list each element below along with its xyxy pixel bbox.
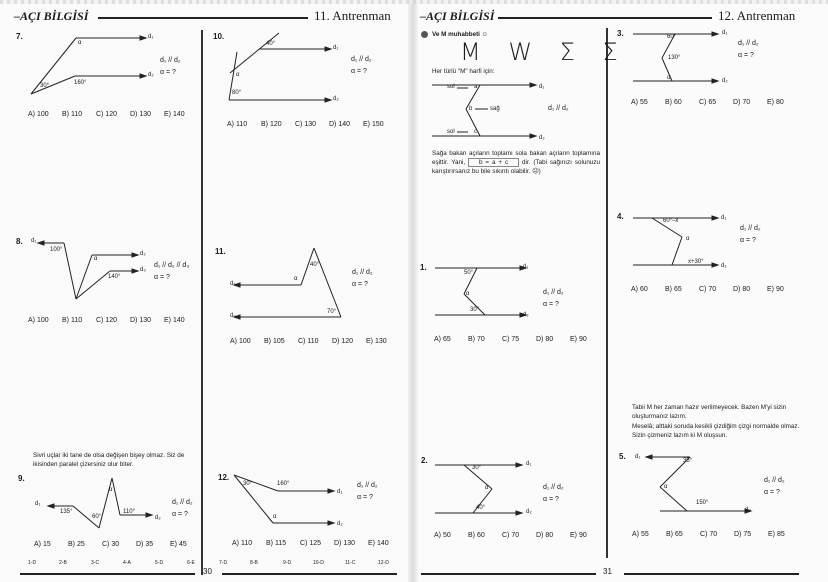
line-label: d₂ <box>722 78 728 84</box>
line-label: d₁ <box>721 215 727 221</box>
question-ask: α = ? <box>172 511 188 518</box>
question-number: 7. <box>16 32 23 41</box>
parallel-condition: d₁ // d₂ <box>543 289 564 296</box>
rule-text-part: Sağa bakan açıların toplamı sola bakan açıların toplamına eşittir. Yani, <box>432 150 600 166</box>
line-label: d₁ <box>539 84 545 90</box>
answer-key-item: 12-D <box>378 560 389 566</box>
page-number: 30 <box>203 567 212 576</box>
answer-key-item: 7-D <box>219 560 228 566</box>
practice-title: 12. Antrenman <box>718 8 796 23</box>
line-label: d₂ <box>337 521 343 527</box>
page-number: 31 <box>603 567 612 576</box>
choice-d[interactable]: D) 80 <box>733 286 751 293</box>
angle-label: 50° <box>464 270 474 276</box>
angle-label: α <box>78 40 82 46</box>
angle-label: α <box>294 276 298 282</box>
line-label: d₂ <box>148 72 154 78</box>
question-ask: α = ? <box>764 489 780 496</box>
choice-c[interactable]: C) 70 <box>699 286 717 293</box>
angle-label: 110° <box>123 509 135 515</box>
angle-label: 100° <box>50 247 63 253</box>
answer-choices <box>434 532 587 539</box>
line-label: d₂ <box>230 313 236 319</box>
choice-a[interactable]: A) 100 <box>230 338 251 345</box>
line-label: d₁ <box>148 34 154 40</box>
given-condition <box>172 497 193 521</box>
choice-e[interactable]: E) 150 <box>363 121 384 128</box>
question-ask: α = ? <box>357 494 373 501</box>
answer-key-item: 1-D <box>28 560 37 566</box>
choice-a[interactable]: A) 100 <box>28 317 49 324</box>
given-condition <box>738 38 759 62</box>
choice-d[interactable]: D) 140 <box>329 121 351 128</box>
question-number: 9. <box>18 474 25 483</box>
choice-b[interactable]: B) 65 <box>666 531 683 538</box>
line-label: d₁ <box>526 461 532 467</box>
parallel-condition: d₁ // d₂ <box>172 499 193 506</box>
question-ask: α = ? <box>352 281 368 288</box>
choice-b[interactable]: B) 115 <box>266 540 287 547</box>
question-number: 4. <box>617 212 624 221</box>
footer-rule <box>222 573 397 575</box>
direction-label-right: sağ <box>490 106 500 112</box>
parallel-condition: d₁ // d₂ <box>740 225 761 232</box>
given-condition <box>740 223 761 247</box>
line-label: d₁ <box>635 454 641 460</box>
choice-d[interactable]: D) 130 <box>130 317 152 324</box>
line-label: d₂ <box>526 509 532 515</box>
choice-e[interactable]: E) 130 <box>366 338 387 345</box>
given-condition <box>543 287 564 311</box>
angle-label: 30° <box>470 307 480 313</box>
angle-label: α <box>94 256 98 262</box>
angle-label: α <box>686 236 690 242</box>
practice-title: 11. Antrenman <box>314 8 391 23</box>
question-ask: α = ? <box>351 68 367 75</box>
given-condition <box>154 260 189 284</box>
direction-label-left: sol <box>447 129 455 135</box>
hint-text: Sivri uçlar iki tane de olsa değişen bişey olmaz. Siz de ikisinden paralel çizersiniz olur biter. <box>33 452 185 468</box>
answer-key-item: 5-D <box>155 560 164 566</box>
angle-label: 70° <box>327 309 337 315</box>
hint-text: Tabii M her zaman hazır verilmeyecek. Bazen M'yi sizin oluşturmanız lazım. <box>632 404 787 420</box>
angle-label: α <box>664 484 668 490</box>
line-label: d₂ <box>155 515 161 521</box>
choice-d[interactable]: D) 70 <box>733 99 751 106</box>
answer-key-item: 8-B <box>250 560 258 566</box>
rule-text <box>432 149 600 176</box>
answer-key-item: 3-C <box>91 560 100 566</box>
angle-label: α <box>667 75 671 81</box>
answer-choices <box>28 111 185 118</box>
angle-label: c <box>474 129 477 135</box>
given-condition <box>351 54 372 78</box>
choice-e[interactable]: E) 140 <box>164 111 185 118</box>
angle-label: 60° <box>667 34 677 40</box>
choice-e[interactable]: E) 85 <box>768 531 785 538</box>
choice-a[interactable]: A) 110 <box>232 540 253 547</box>
question-number: 1. <box>420 263 427 272</box>
choice-b[interactable]: B) 65 <box>665 286 682 293</box>
choice-c[interactable]: C) 120 <box>96 111 118 118</box>
answer-choices <box>227 121 384 128</box>
choice-c[interactable]: C) 130 <box>295 121 317 128</box>
choice-e[interactable]: E) 90 <box>767 286 784 293</box>
question-number: 3. <box>617 29 624 38</box>
answer-choices <box>230 338 387 345</box>
m-letters: M W Ʃ Σ <box>460 38 628 66</box>
angle-label: 130° <box>668 55 681 61</box>
choice-a[interactable]: A) 100 <box>28 111 49 118</box>
line-label: d₁ <box>333 45 339 51</box>
question-ask: α = ? <box>738 52 754 59</box>
angle-label: 30° <box>243 481 253 487</box>
choice-b[interactable]: B) 60 <box>468 532 485 539</box>
choice-c[interactable]: C) 75 <box>502 336 520 343</box>
line-label: d₁ <box>35 501 41 507</box>
header-rule <box>98 17 308 19</box>
column-divider <box>606 28 608 558</box>
question-ask: α = ? <box>154 274 170 281</box>
line-label: d₃ <box>140 267 146 273</box>
m-rule-diagram <box>430 80 570 150</box>
angle-label: 160° <box>277 481 290 487</box>
choice-e[interactable]: E) 90 <box>570 532 587 539</box>
angle-label: a <box>474 84 478 90</box>
choice-a[interactable]: A) 55 <box>631 99 648 106</box>
choice-a[interactable]: A) 15 <box>34 541 51 548</box>
question-number: 8. <box>16 237 23 246</box>
answer-choices <box>631 99 784 106</box>
answer-choices <box>434 336 587 343</box>
parallel-condition: d₁ // d₂ <box>543 484 564 491</box>
choice-b[interactable]: B) 110 <box>62 111 83 118</box>
answer-choices <box>28 317 185 324</box>
choice-d[interactable]: D) 80 <box>536 336 554 343</box>
line-label: d₁ <box>31 238 37 244</box>
choice-d[interactable]: D) 75 <box>734 531 752 538</box>
question-ask: α = ? <box>543 496 559 503</box>
angle-label: 160° <box>74 80 87 86</box>
angle-label: b <box>469 106 473 112</box>
angle-label: 40° <box>266 41 276 47</box>
choice-c[interactable]: C) 125 <box>300 540 322 547</box>
angle-label: 30° <box>472 465 482 471</box>
answer-key-item: 10-D <box>313 560 324 566</box>
choice-b[interactable]: B) 105 <box>264 338 285 345</box>
intro-heading: Ve M muhabbeti ☺ <box>432 31 489 38</box>
angle-label: 60° <box>92 514 102 520</box>
choice-c[interactable]: C) 70 <box>502 532 520 539</box>
answer-key-item: 11-C <box>345 560 356 566</box>
angle-label: α <box>236 72 240 78</box>
line-label: d₁ <box>337 489 343 495</box>
angle-label: 40° <box>310 262 320 268</box>
bullet-icon <box>421 31 428 38</box>
line-label: d₂ <box>745 507 751 513</box>
parallel-condition: d₁ // d₂ <box>160 57 181 64</box>
choice-e[interactable]: E) 140 <box>368 540 389 547</box>
answer-choices <box>232 540 389 547</box>
parallel-condition: d₁ // d₂ <box>352 269 373 276</box>
choice-b[interactable]: B) 120 <box>261 121 282 128</box>
section-title: –AÇI BİLGİSİ <box>14 9 89 23</box>
choice-d[interactable]: D) 80 <box>536 532 554 539</box>
parallel-condition: d₁ // d₂ <box>548 105 569 112</box>
question-number: 12. <box>218 473 230 482</box>
answer-choices <box>631 286 784 293</box>
choice-d[interactable]: D) 130 <box>334 540 356 547</box>
footer-rule <box>421 573 596 575</box>
angle-label: α <box>485 485 489 491</box>
line-label: d₂ <box>333 96 339 102</box>
line-label: d₂ <box>523 312 529 318</box>
line-label: d₁ <box>230 281 236 287</box>
parallel-condition: d₁ // d₂ // d₃ <box>154 262 190 269</box>
angle-label: 80° <box>232 90 242 96</box>
question-number: 11. <box>215 247 226 256</box>
left-header <box>14 9 394 25</box>
answer-key-item: 2-B <box>59 560 67 566</box>
angle-label: α <box>109 487 113 493</box>
answer-choices <box>632 531 785 538</box>
angle-label: 30° <box>40 83 50 89</box>
book-gutter <box>408 0 418 582</box>
footer-rule <box>624 573 799 575</box>
given-condition <box>160 55 181 79</box>
parallel-condition: d₁ // d₂ <box>351 56 372 63</box>
choice-a[interactable]: A) 50 <box>434 532 451 539</box>
question-ask: α = ? <box>740 237 756 244</box>
question-ask: α = ? <box>543 301 559 308</box>
question-ask: α = ? <box>160 69 176 76</box>
choice-e[interactable]: E) 45 <box>170 541 187 548</box>
choice-b[interactable]: B) 25 <box>68 541 85 548</box>
line-label: d₂ <box>721 263 727 269</box>
choice-b[interactable]: B) 70 <box>468 336 485 343</box>
line-label: d₂ <box>140 251 146 257</box>
angle-label: 35° <box>683 458 693 464</box>
question-number: 10. <box>213 32 225 41</box>
choice-b[interactable]: B) 60 <box>665 99 682 106</box>
angle-label: 135° <box>60 509 73 515</box>
parallel-condition: d₁ // d₂ <box>764 477 785 484</box>
choice-a[interactable]: A) 60 <box>631 286 648 293</box>
parallel-condition: d₁ // d₂ <box>357 482 378 489</box>
formula-box: b = a + c <box>468 158 519 167</box>
angle-label: 60°–x <box>663 218 679 224</box>
choice-e[interactable]: E) 140 <box>164 317 185 324</box>
choice-c[interactable]: C) 65 <box>699 99 717 106</box>
section-title: –AÇI BİLGİSİ <box>420 9 495 23</box>
angle-label: 150° <box>696 500 709 506</box>
choice-c[interactable]: C) 70 <box>700 531 718 538</box>
footer-rule <box>20 573 195 575</box>
angle-label: α <box>466 291 470 297</box>
choice-c[interactable]: C) 120 <box>96 317 118 324</box>
given-condition <box>352 267 373 291</box>
angle-label: 40° <box>476 505 486 511</box>
given-condition <box>357 480 378 504</box>
given-condition <box>764 475 785 499</box>
direction-label-left: sol <box>447 84 455 90</box>
angle-label: x+30° <box>688 259 704 265</box>
choice-c[interactable]: C) 110 <box>298 338 319 345</box>
question-number: 5. <box>619 452 626 461</box>
choice-a[interactable]: A) 65 <box>434 336 451 343</box>
line-label: d₂ <box>539 135 545 141</box>
answer-choices <box>34 541 187 548</box>
given-condition <box>543 482 564 506</box>
header-rule <box>498 17 712 19</box>
parallel-condition: d₁ // d₂ <box>738 40 759 47</box>
choice-e[interactable]: E) 80 <box>767 99 784 106</box>
choice-b[interactable]: B) 110 <box>62 317 83 324</box>
answer-key-item: 4-A <box>123 560 131 566</box>
choice-a[interactable]: A) 55 <box>632 531 649 538</box>
q3-diagram <box>630 28 750 88</box>
choice-d[interactable]: D) 35 <box>136 541 154 548</box>
choice-d[interactable]: D) 130 <box>130 111 152 118</box>
rule-text-part: dir. (Tabi sağınızı solunuzu karıştırırsanız bu bile sıkıntı olabilir. ☹) <box>432 159 601 175</box>
hint-text: Meselâ; alttaki soruda kesikli çizdiğim çizgi normalde olmaz. Sizin çizmeniz lazım ki M oluşsun. <box>632 423 800 439</box>
line-label: d₁ <box>722 30 728 36</box>
choice-a[interactable]: A) 110 <box>227 121 248 128</box>
scan-edge <box>0 0 828 4</box>
choice-d[interactable]: D) 120 <box>332 338 354 345</box>
angle-label: α <box>273 514 277 520</box>
angle-label: 140° <box>108 274 121 280</box>
answer-key-item: 6-E <box>187 560 195 566</box>
right-header <box>420 9 800 25</box>
question-number: 2. <box>421 456 428 465</box>
line-label: d₁ <box>523 264 529 270</box>
choice-e[interactable]: E) 90 <box>570 336 587 343</box>
answer-key-item: 9-D <box>283 560 292 566</box>
intro-subheading: Her türlü "M" harfi için: <box>432 68 495 75</box>
choice-c[interactable]: C) 30 <box>102 541 120 548</box>
